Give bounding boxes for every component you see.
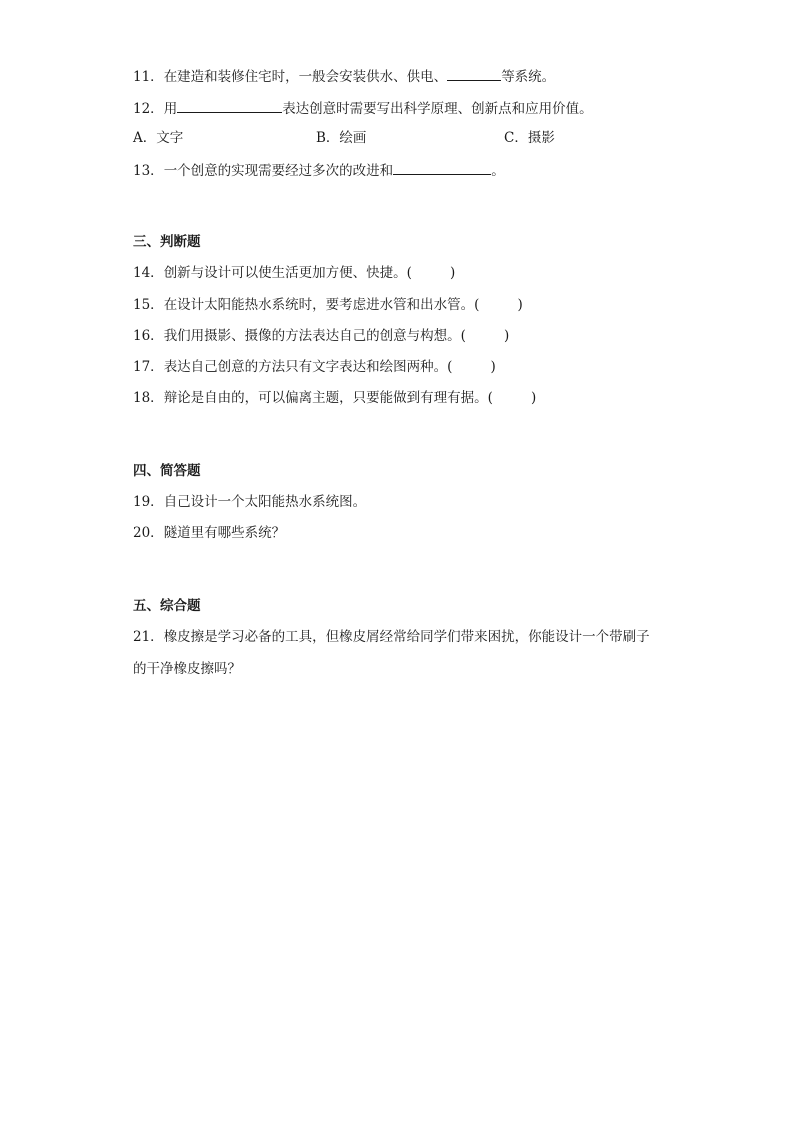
question-15 [133,296,523,314]
question-19 [133,493,366,511]
section-heading-judge: 三、判断题 [133,234,201,250]
question-14 [133,264,455,282]
question-21 [133,628,650,646]
answer-blank[interactable] [447,66,501,81]
question-number: 16． [133,328,164,344]
question-text: 表达自己创意的方法只有文字表达和绘图两种。( [163,359,453,375]
answer-blank[interactable] [393,160,491,175]
answer-blank[interactable] [177,98,282,113]
question-20 [133,524,285,542]
close-paren: ) [530,390,537,406]
question-text: 隧道里有哪些系统？ [163,525,286,541]
section-heading-short-answer: 四、简答题 [133,463,201,479]
option-a[interactable]: A．文字 [133,130,184,146]
question-text: 用 [163,101,178,117]
question-text: 创新与设计可以使生活更加方便、快捷。( [163,265,412,281]
question-text: 橡皮擦是学习必备的工具，但橡皮屑经常给同学们带来困扰，你能设计一个带刷子 [163,629,650,645]
close-paren: ) [490,359,496,375]
section-heading-comprehensive: 五、综合题 [133,598,201,614]
question-text: 我们用摄影、摄像的方法表达自己的创意与构想。( [163,328,466,344]
question-number: 21． [133,629,164,645]
question-17 [133,358,496,376]
question-11 [133,66,555,84]
question-number: 12． [133,101,164,117]
close-paren: ) [503,328,510,344]
question-number: 11． [133,69,164,85]
question-18 [133,389,536,407]
close-paren: ) [517,297,523,313]
question-12 [133,98,593,116]
option-c[interactable]: C．摄影 [504,130,555,146]
question-text: 等系统。 [501,69,556,85]
question-text: 表达创意时需要写出科学原理、创新点和应用价值。 [282,101,593,117]
question-16 [133,327,509,345]
question-number: 17． [133,359,164,375]
question-text: 在设计太阳能热水系统时，要考虑进水管和出水管。( [163,297,480,313]
question-text: 在建造和装修住宅时，一般会安装供水、供电、 [163,69,448,85]
question-number: 15． [133,297,164,313]
question-number: 13． [133,163,164,179]
question-text: 一个创意的实现需要经过多次的改进和 [163,163,394,179]
question-number: 19． [133,494,164,510]
close-paren: ) [449,265,456,281]
question-text: 自己设计一个太阳能热水系统图。 [163,494,367,510]
question-number: 18． [133,390,164,406]
question-21-continued: 的干净橡皮擦吗？ [133,661,241,677]
question-text: 。 [491,163,505,179]
question-number: 20． [133,525,164,541]
question-text: 辩论是自由的，可以偏离主题，只要能做到有理有据。( [163,390,493,406]
option-b[interactable]: B．绘画 [316,130,367,146]
question-13 [133,160,505,178]
question-number: 14． [133,265,164,281]
